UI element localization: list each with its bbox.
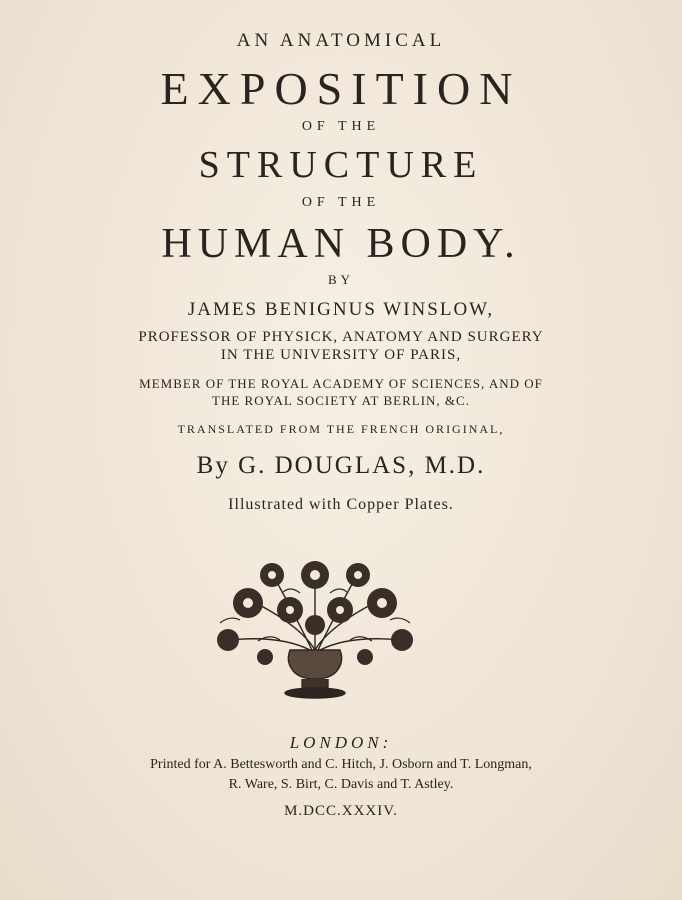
translator-name: By G. DOUGLAS, M.D.: [196, 452, 486, 479]
imprint-printers-2: R. Ware, S. Birt, C. Davis and T. Astley.: [228, 777, 454, 792]
author-affiliation-4: THE ROYAL SOCIETY AT BERLIN, &C.: [212, 393, 470, 408]
author-affiliation-1: PROFESSOR OF PHYSICK, ANATOMY AND SURGERY: [138, 329, 544, 345]
illustration-note: Illustrated with Copper Plates.: [228, 496, 454, 513]
imprint-printers-1: Printed for A. Bettesworth and C. Hitch, J. Osborn and T. Longman,: [150, 757, 532, 772]
title-line-2: EXPOSITION: [160, 63, 522, 114]
title-line-6: HUMAN BODY.: [161, 221, 521, 267]
author-affiliation-3: MEMBER OF THE ROYAL ACADEMY OF SCIENCES, AND OF: [139, 376, 543, 391]
imprint-city: LONDON:: [289, 733, 393, 752]
title-line-5: OF THE: [301, 195, 381, 210]
title-line-4: STRUCTURE: [198, 144, 484, 186]
title-line-7: BY: [327, 272, 355, 287]
title-line-1: AN ANATOMICAL: [236, 30, 446, 51]
flower-vase-icon: [190, 545, 440, 705]
title-line-3: OF THE: [301, 119, 381, 134]
translation-note: TRANSLATED FROM THE FRENCH ORIGINAL,: [177, 422, 505, 436]
author-name: JAMES BENIGNUS WINSLOW,: [187, 299, 495, 320]
author-affiliation-2: IN THE UNIVERSITY OF PARIS,: [220, 347, 462, 363]
imprint-year: M.DCC.XXXIV.: [284, 803, 398, 819]
